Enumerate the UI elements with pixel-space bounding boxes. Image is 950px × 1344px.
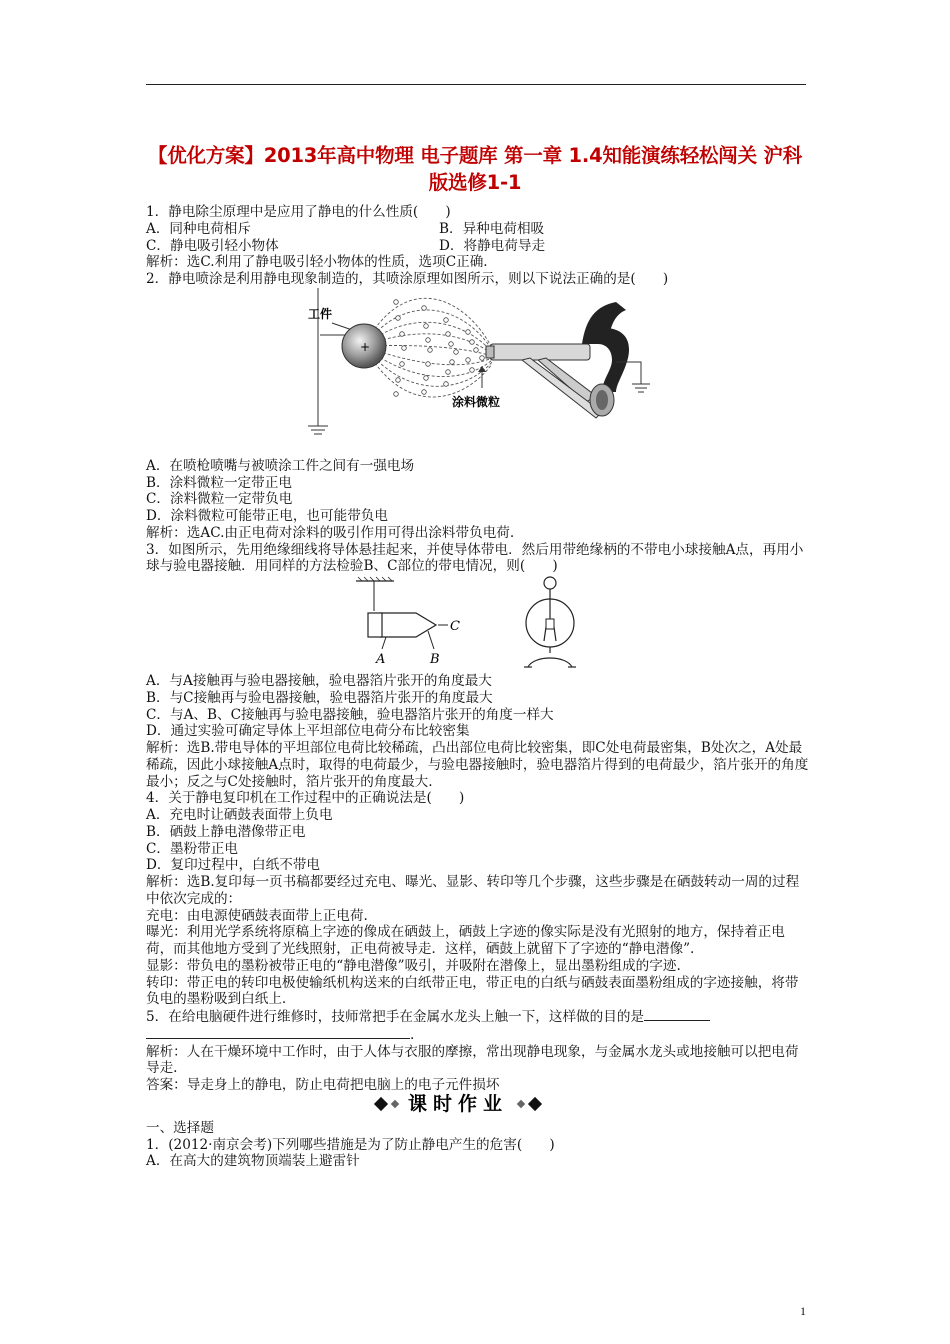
q5-stem xyxy=(146,1008,810,1026)
q3-option-c: C．与A、B、C接触再与验电器接触，验电器箔片张开的角度一样大 xyxy=(146,706,554,723)
q2-analysis: 解析：选AC.由正电荷对涂料的吸引作用可得出涂料带负电荷. xyxy=(146,524,515,541)
homework-q1-stem: 1．(2012·南京会考)下列哪些措施是为了防止静电产生的危害( ) xyxy=(146,1136,555,1153)
q3-option-d: D．通过实验可确定导体上平坦部位电荷分布比较密集 xyxy=(146,723,470,740)
q2-option-a: A．在喷枪喷嘴与被喷涂工件之间有一强电场 xyxy=(146,457,415,474)
q5-blank-line xyxy=(146,1026,810,1044)
page-number: 1 xyxy=(800,1304,806,1318)
q4-option-a: A．充电时让硒鼓表面带上负电 xyxy=(146,807,333,823)
q2-stem: 2．静电喷涂是利用静电现象制造的，其喷涂原理如图所示，则以下说法正确的是( ) xyxy=(146,271,669,287)
workpiece-label: 工件 xyxy=(308,306,333,321)
q1-stem: 1．静电除尘原理中是应用了静电的什么性质( ) xyxy=(146,204,451,220)
q5-analysis: 解析：人在干燥环境中工作时，由于人体与衣服的摩擦，常出现静电现象，与金属水龙头或地接触可以把电荷导走. xyxy=(146,1043,799,1077)
q1-options-row1 xyxy=(146,221,810,238)
q4-develop-step: 显影：带负电的墨粉被带正电的“静电潜像”吸引，并吸附在潜像上，显出墨粉组成的字迹. xyxy=(146,957,681,974)
document-body xyxy=(146,204,810,1170)
q4-option-b: B．硒鼓上静电潜像带正电 xyxy=(146,823,306,840)
plus-sign: + xyxy=(360,339,371,354)
q1-options-row2 xyxy=(146,238,810,255)
q2-option-d: D．涂料微粒可能带正电，也可能带负电 xyxy=(146,508,388,524)
ground-symbol-right xyxy=(632,384,650,392)
spray-painting-figure xyxy=(146,288,810,458)
ground-symbol-left xyxy=(308,426,328,434)
homework-section: 一、选择题 xyxy=(146,1119,214,1136)
q5-answer-blank-2 xyxy=(146,1026,410,1039)
header-rule xyxy=(146,84,806,85)
q4-charge-step: 充电：由电源使硒鼓表面带上正电荷. xyxy=(146,907,368,924)
banner-text: 课时作业 xyxy=(408,1092,509,1115)
q4-analysis: 解析：选B.复印每一页书稿都要经过充电、曝光、显影、转印等几个步骤，这些步骤是在硒鼓转动一周的过程中依次完成的： xyxy=(146,874,800,907)
q2-option-c: C．涂料微粒一定带负电 xyxy=(146,491,293,508)
q5-answer-blank xyxy=(644,1008,710,1021)
diamond-icon-small xyxy=(517,1100,525,1108)
q5-stem-text: 5．在给电脑硬件进行维修时，技师常把手在金属水龙头上触一下，这样做的目的是 xyxy=(146,1009,645,1025)
conductor-electroscope-figure xyxy=(146,575,810,673)
q4-transfer-step: 转印：带正电的转印电极使输纸机构送来的白纸带正电，带正电的白纸与硒鼓表面墨粉组成的字迹接触，将带负电的墨粉吸到白纸上. xyxy=(146,974,799,1008)
q2-option-b: B．涂料微粒一定带正电 xyxy=(146,474,292,491)
q3-stem: 3．如图所示，先用绝缘细线将导体悬挂起来，并使导体带电．然后用带绝缘柄的不带电小球接触A点，再用小球与验电器接触．用同样的方法检验B、C部位的带电情况，则( ) xyxy=(146,541,804,575)
label-b: B xyxy=(430,652,440,667)
particle-label: 涂料微粒 xyxy=(452,394,501,409)
homework-q1-option-a: A．在高大的建筑物顶端装上避雷针 xyxy=(146,1153,360,1170)
q3-option-a: A．与A接触再与验电器接触，验电器箔片张开的角度最大 xyxy=(146,673,492,689)
q5-answer: 答案：导走身上的静电，防止电荷把电脑上的电子元件损坏 xyxy=(146,1077,500,1093)
q4-option-d: D．复印过程中，白纸不带电 xyxy=(146,857,321,874)
q1-option-b: B．异种电荷相吸 xyxy=(439,220,545,237)
q1-option-d: D．将静电荷导走 xyxy=(439,237,546,254)
q1-option-c: C．静电吸引轻小物体 xyxy=(146,237,279,254)
spray-gun xyxy=(486,302,629,418)
q3-analysis: 解析：选B.带电导体的平坦部位电荷比较稀疏，凸出部位电荷比较密集，即C处电荷最密集，B处次之，A处最稀疏，因此小球接触A点时，取得的电荷最少，与验电器接触时，验电器箔片得到的电荷最少，箔片张开的角度最小；反之与C处接触时，箔片张开的角度最大. xyxy=(146,740,809,790)
q4-option-c: C．墨粉带正电 xyxy=(146,840,238,857)
q5-period: . xyxy=(410,1026,415,1043)
homework-banner xyxy=(146,1094,810,1120)
label-a: A xyxy=(376,652,386,667)
q4-exposure-step: 曝光：利用光学系统将原稿上字迹的像成在硒鼓上，硒鼓上字迹的像实际是没有光照射的地方，保持着正电荷，而其他地方受到了光线照射，正电荷被导走．这样，硒鼓上就留下了字迹的“静电潜像”. xyxy=(146,924,785,957)
diamond-icon xyxy=(374,1097,388,1111)
diamond-icon xyxy=(528,1097,542,1111)
charged-conductor xyxy=(380,613,436,637)
diamond-icon-small xyxy=(391,1100,399,1108)
q1-option-a: A．同种电荷相斥 xyxy=(146,220,251,237)
q1-analysis: 解析：选C.利用了静电吸引轻小物体的性质，选项C正确. xyxy=(146,254,488,271)
label-c: C xyxy=(450,619,460,634)
paint-particles xyxy=(394,299,485,396)
q3-option-b: B．与C接触再与验电器接触，验电器箔片张开的角度最大 xyxy=(146,689,493,706)
page-title: 【优化方案】2013年高中物理 电子题库 第一章 1.4知能演练轻松闯关 沪科版选修1-1 xyxy=(147,144,803,194)
q4-stem: 4．关于静电复印机在工作过程中的正确说法是( ) xyxy=(146,790,465,807)
